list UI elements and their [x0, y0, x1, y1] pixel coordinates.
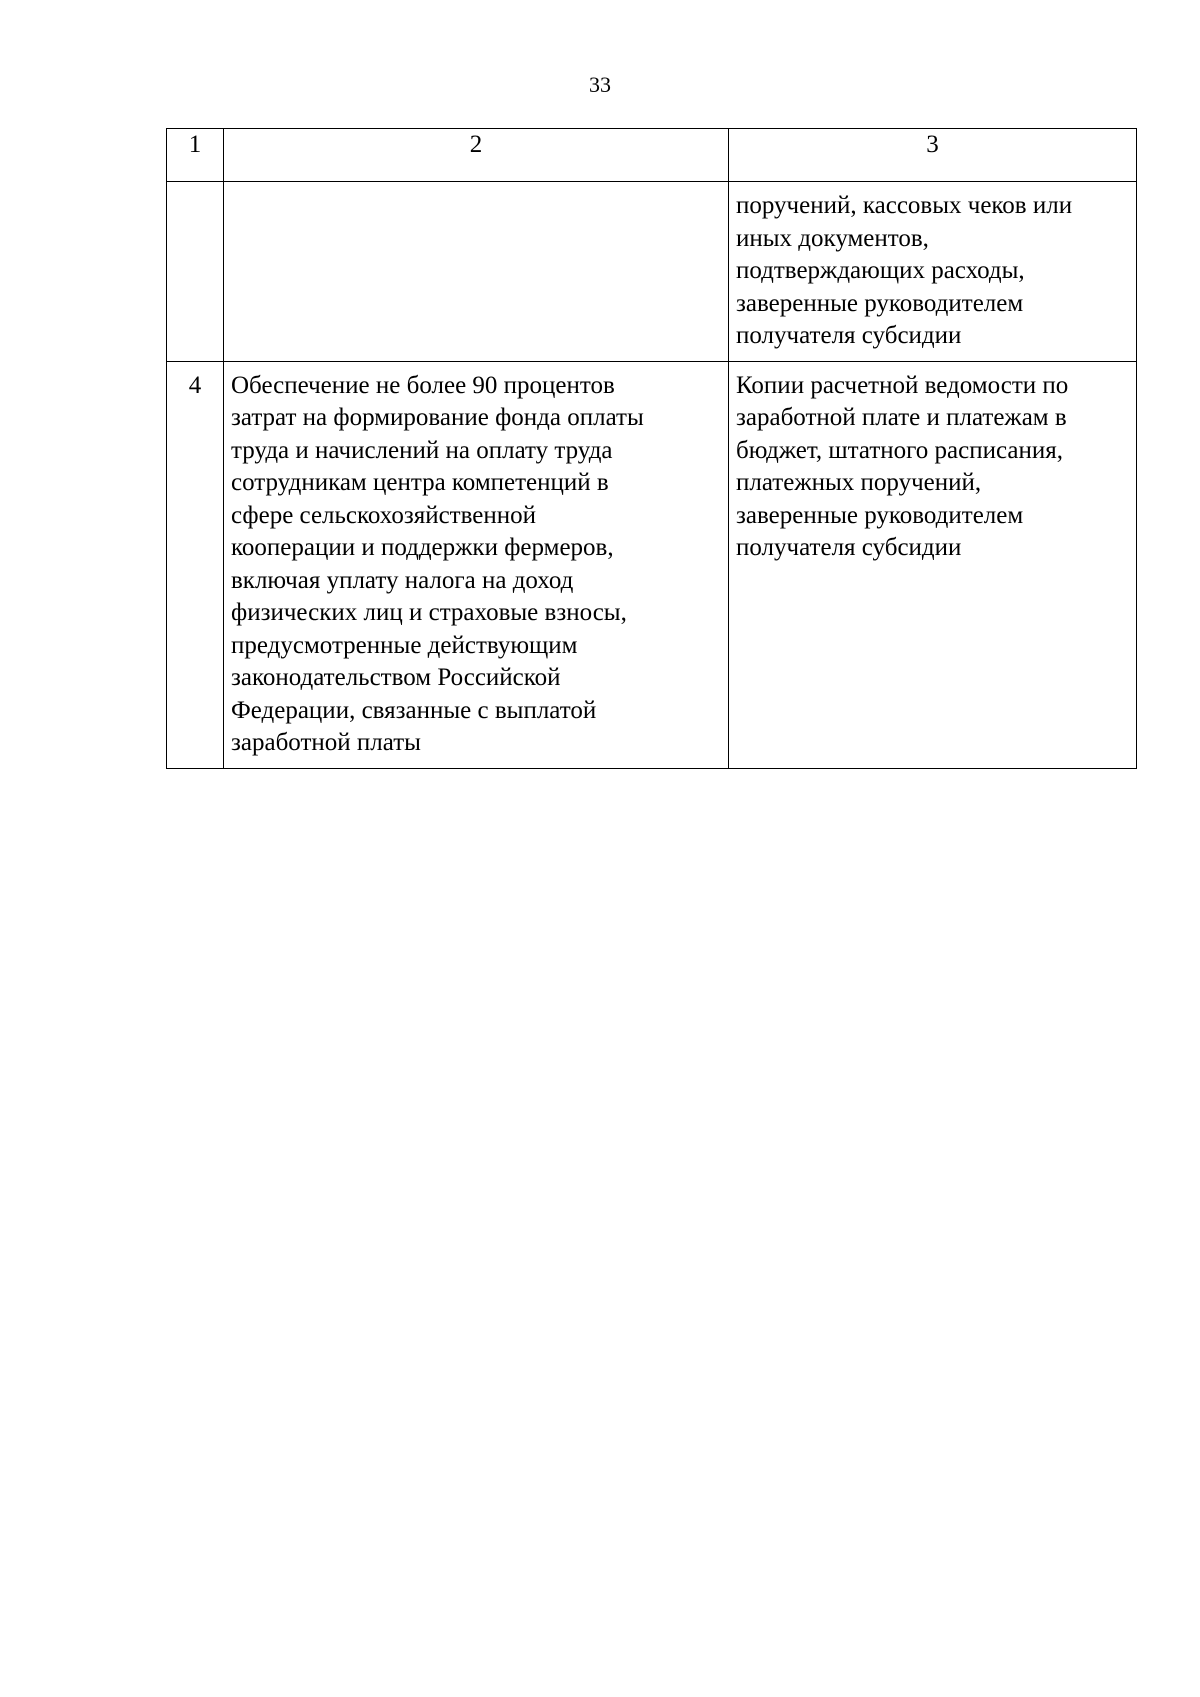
description-line: труда и начислений на оплату труда [231, 436, 613, 464]
column-header-1: 1 [167, 129, 224, 182]
documents-cell [729, 182, 1137, 362]
row-number-cell [167, 182, 224, 362]
description-line: кооперации и поддержки фермеров, [231, 534, 614, 561]
documents-line: платежных поручений, [736, 469, 982, 496]
description-line: сфере сельскохозяйственной [231, 501, 536, 529]
description-line: предусмотренные действующим [231, 631, 578, 659]
documents-line: получателя субсидии [736, 322, 962, 349]
column-header-3: 3 [729, 129, 1137, 182]
description-line: физических лиц и страховые взносы, [231, 599, 627, 626]
description-line: Обеспечение не более 90 процентов [231, 371, 615, 399]
table-header-row [167, 129, 1137, 182]
documents-line: заработной плате и платежам в [736, 404, 1067, 431]
description-line: законодательством Российской [231, 664, 561, 691]
documents-line: бюджет, штатного расписания, [736, 436, 1064, 464]
documents-line: Копии расчетной ведомости по [736, 371, 1069, 399]
description-cell [224, 182, 729, 362]
description-cell [224, 361, 729, 768]
description-line: затрат на формирование фонда оплаты [231, 404, 644, 431]
description-line: заработной платы [231, 729, 421, 756]
documents-cell [729, 361, 1137, 768]
table-row [167, 182, 1137, 362]
documents-line: получателя субсидии [736, 534, 962, 561]
documents-line: заверенные руководителем [736, 289, 1024, 317]
description-line: сотрудникам центра компетенций в [231, 469, 609, 496]
description-line: Федерации, связанные с выплатой [231, 696, 597, 724]
column-header-2: 2 [224, 129, 729, 182]
row-number-cell: 4 [167, 361, 224, 768]
page-number: 33 [589, 72, 611, 97]
table-row [167, 361, 1137, 768]
documents-line: подтверждающих расходы, [736, 257, 1025, 284]
documents-line: поручений, кассовых чеков или [736, 192, 1073, 219]
document-table [166, 128, 1137, 769]
description-line: включая уплату налога на доход [231, 566, 574, 594]
documents-line: заверенные руководителем [736, 501, 1024, 529]
documents-line: иных документов, [736, 224, 929, 252]
